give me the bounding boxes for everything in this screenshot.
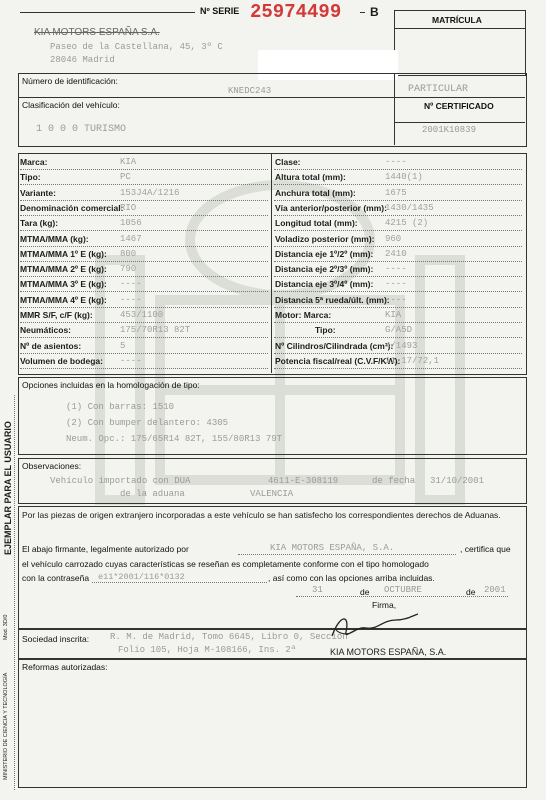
spec-right-value: 1440(1) bbox=[385, 172, 423, 183]
declaration-para-1: Por las piezas de origen extranjero incorporadas a este vehículo se han satisfecho los correspondientes derechos de Aduanas. bbox=[22, 510, 501, 520]
observations-label: Observaciones: bbox=[22, 461, 82, 471]
spec-left-value: KIA bbox=[120, 157, 137, 167]
spec-left-value: 5 bbox=[120, 340, 126, 351]
observations-text: Vehículo importado con DUA bbox=[50, 476, 191, 486]
spec-right-value: ---- bbox=[385, 157, 407, 167]
spec-left-label: Tipo: bbox=[20, 172, 41, 183]
spec-left-label: Nº de asientos: bbox=[20, 340, 82, 351]
spec-right-value: 960 bbox=[385, 233, 402, 244]
spec-right-value: 2410 bbox=[385, 248, 407, 259]
dua-number: 4611-E-308119 bbox=[268, 476, 339, 486]
dua-date: 31/10/2001 bbox=[430, 476, 485, 486]
spec-right-label: Longitud total (mm): bbox=[275, 218, 358, 229]
spec-left-label: Volumen de bodega: bbox=[20, 355, 103, 366]
reformas-section bbox=[18, 658, 527, 788]
spec-right-value: 4/1493 bbox=[385, 340, 418, 351]
spec-right-label: Clase: bbox=[275, 157, 301, 167]
model-side-label: Mod. 3D/0 bbox=[3, 614, 9, 640]
options-line-3: Neum. Opc.: 175/65R14 82T, 155/80R13 79T bbox=[66, 434, 283, 444]
signer-suffix: , certifica que bbox=[460, 544, 511, 554]
spec-left-label: Marca: bbox=[20, 157, 48, 167]
spec-right-label: Altura total (mm): bbox=[275, 172, 346, 183]
options-label: Opciones incluidas en la homologación de tipo: bbox=[22, 380, 200, 390]
company-stamp: KIA MOTORS ESPAÑA, S.A. bbox=[330, 647, 447, 657]
spec-right-label: Vía anterior/posterior (mm): bbox=[275, 202, 387, 213]
spec-left-label: Tara (kg): bbox=[20, 218, 59, 229]
date-year: 2001 bbox=[484, 585, 506, 595]
cert-label: Nº CERTIFICADO bbox=[424, 101, 494, 111]
date-de-2: de bbox=[466, 587, 476, 597]
spec-left-value: RIO bbox=[120, 202, 137, 213]
cert-value: 2001K10839 bbox=[422, 125, 477, 135]
spec-right-label: Tipo: bbox=[315, 325, 336, 336]
ejemplar-side-label: EJEMPLAR PARA EL USUARIO bbox=[3, 421, 13, 555]
spec-left-value: 1056 bbox=[120, 218, 142, 229]
spec-right-label: Nº Cilindros/Cilindrada (cm³): bbox=[275, 340, 394, 351]
matricula-label: MATRÍCULA bbox=[432, 15, 482, 25]
spec-left-label: Denominación comercial: bbox=[20, 202, 124, 213]
spec-left-label: MTMA/MMA 2º E (kg): bbox=[20, 264, 107, 275]
options-line-2: (2) Con bumper delantero: 4305 bbox=[66, 418, 229, 428]
declaration-line-2: el vehículo carrozado cuyas características se reseñan es completamente conforme con el tipo homologado bbox=[22, 559, 429, 569]
spec-left-value: 1467 bbox=[120, 233, 142, 244]
classification-value: 1 0 0 0 TURISMO bbox=[36, 124, 127, 135]
spec-right-value: ---- bbox=[385, 294, 407, 305]
serie-letter: B bbox=[370, 5, 379, 19]
sociedad-line-1: R. M. de Madrid, Tomo 6645, Libro 0, Sección bbox=[110, 632, 348, 642]
sociedad-label: Sociedad inscrita: bbox=[22, 634, 90, 644]
signer-company: KIA MOTORS ESPAÑA, S.A. bbox=[270, 543, 395, 553]
signer-prefix: El abajo firmante, legalmente autorizado por bbox=[22, 544, 189, 554]
spec-left-label: MTMA/MMA (kg): bbox=[20, 233, 89, 244]
spec-right-label: Motor: Marca: bbox=[275, 310, 332, 320]
company-address-1: Paseo de la Castellana, 45, 3º C bbox=[50, 42, 223, 52]
date-day: 31 bbox=[312, 585, 323, 595]
spec-left-label: MTMA/MMA 4º E (kg): bbox=[20, 294, 107, 305]
spec-right-value: ---- bbox=[385, 264, 407, 275]
spec-left-value: 800 bbox=[120, 248, 137, 259]
company-name: KIA MOTORS ESPAÑA S.A. bbox=[34, 27, 160, 38]
identification-value: KNEDC243 bbox=[228, 86, 272, 96]
spec-right-value: 4215 (2) bbox=[385, 218, 429, 229]
spec-left-value: ---- bbox=[120, 355, 142, 366]
spec-right-label: Distancia eje 1º/2º (mm): bbox=[275, 248, 374, 259]
firma-label: Firma, bbox=[372, 600, 397, 610]
spec-right-value: 1430/1435 bbox=[385, 202, 434, 213]
dua-date-label: de fecha bbox=[372, 476, 416, 486]
date-month: OCTUBRE bbox=[384, 585, 422, 595]
signature bbox=[326, 608, 422, 642]
spec-right-value: G/A5D bbox=[385, 325, 413, 336]
contrasena-prefix: con la contraseña bbox=[22, 573, 90, 583]
date-de-1: de bbox=[360, 587, 370, 597]
serie-number: 25974499 bbox=[250, 1, 342, 23]
spec-left-value: ---- bbox=[120, 279, 142, 290]
spec-right-value: 1675 bbox=[385, 187, 407, 198]
aduana-prefix: de la aduana bbox=[120, 489, 185, 499]
spec-left-value: ---- bbox=[120, 294, 142, 305]
spec-right-label: Voladizo posterior (mm): bbox=[275, 233, 375, 244]
contrasena-value: e11*2001/116*0132 bbox=[98, 572, 185, 582]
spec-left-label: MTMA/MMA 3º E (kg): bbox=[20, 279, 107, 290]
spec-left-label: Variante: bbox=[20, 187, 56, 198]
aduana-value: VALENCIA bbox=[250, 489, 294, 499]
spec-right-label: Anchura total (mm): bbox=[275, 187, 356, 198]
classification-label: Clasificación del vehículo: bbox=[22, 100, 120, 110]
spec-left-value: PC bbox=[120, 172, 131, 183]
spec-right-label: Distancia eje 2º/3º (mm): bbox=[275, 264, 374, 275]
spec-right-value: ---- bbox=[385, 279, 407, 290]
options-line-1: (1) Con barras: 1510 bbox=[66, 402, 175, 412]
reformas-label: Reformas autorizadas: bbox=[22, 662, 108, 672]
spec-left-value: 153J4A/1216 bbox=[120, 187, 180, 198]
company-address-2: 28046 Madrid bbox=[50, 55, 115, 65]
spec-right-label: Distancia 5ª rueda/últ. (mm): bbox=[275, 294, 390, 305]
spec-left-value: 453/1100 bbox=[120, 310, 164, 320]
spec-right-value: 11,17/72,1 bbox=[385, 355, 440, 366]
spec-right-value: KIA bbox=[385, 310, 402, 320]
usage-value: PARTICULAR bbox=[408, 84, 469, 95]
ministerio-side-label: MINISTERIO DE CIENCIA Y TECNOLOGÍA bbox=[3, 672, 9, 780]
spec-left-label: MTMA/MMA 1º E (kg): bbox=[20, 248, 107, 259]
contrasena-suffix: , así como con las opciones arriba incluidas. bbox=[268, 573, 435, 583]
identification-label: Número de identificación: bbox=[22, 76, 118, 86]
serie-label: Nº SERIE bbox=[200, 6, 240, 16]
spec-left-value: 175/70R13 82T bbox=[120, 325, 191, 336]
spec-right-label: Potencia fiscal/real (C.V.F/KW): bbox=[275, 355, 401, 366]
spec-left-value: 790 bbox=[120, 264, 137, 275]
spec-right-label: Distancia eje 3º/4º (mm): bbox=[275, 279, 374, 290]
spec-left-label: Neumáticos: bbox=[20, 325, 72, 336]
sociedad-line-2: Folio 105, Hoja M-108166, Ins. 2ª bbox=[118, 645, 297, 655]
spec-left-label: MMR S/F, c/F (kg): bbox=[20, 310, 93, 320]
